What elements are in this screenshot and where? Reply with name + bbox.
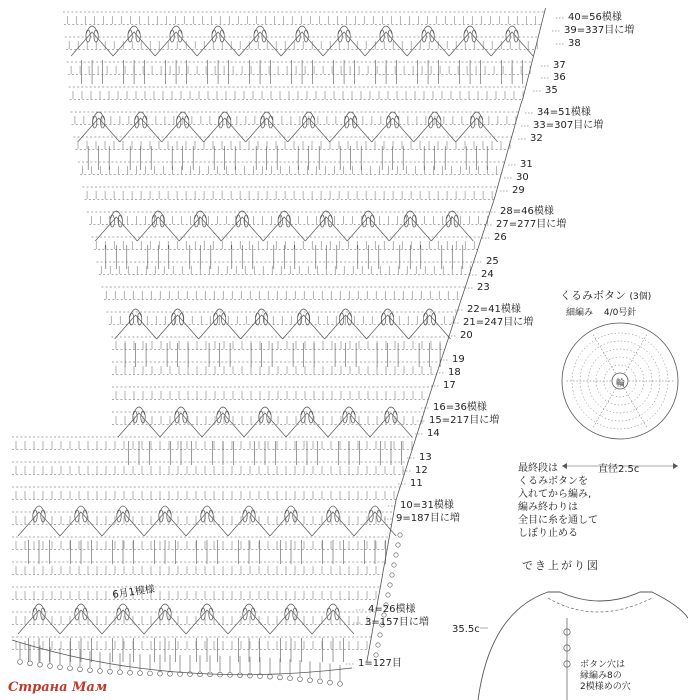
bead (268, 674, 273, 679)
cluster-stitch (296, 30, 300, 42)
cluster-stitch (236, 215, 240, 227)
shell-stitch (241, 315, 283, 339)
bead (28, 661, 33, 666)
bead (248, 673, 253, 678)
shell-stitch (118, 413, 160, 437)
cluster-stitch (221, 313, 225, 325)
shell-stitch (120, 118, 162, 142)
edge-bead (398, 533, 402, 537)
row-label: 10=31模様 (400, 500, 454, 511)
bead (118, 670, 123, 675)
shell-stitch (312, 512, 354, 536)
row-label: 16=36模様 (433, 402, 487, 413)
bead (158, 671, 163, 676)
button-stitch-info (566, 305, 636, 318)
cluster-stitch (346, 30, 350, 42)
shell-stitch (365, 32, 407, 56)
button-stitch: 細編み (566, 308, 594, 318)
cluster-stitch (201, 608, 205, 620)
button-spoke (625, 333, 648, 373)
cluster-stitch (194, 215, 198, 227)
cluster-stitch (386, 116, 390, 128)
finished-measure: 35.5c (452, 624, 480, 635)
cluster-stitch (446, 215, 450, 227)
cluster-stitch (125, 608, 129, 620)
cluster-stitch (464, 30, 468, 42)
shell-stitch (372, 118, 414, 142)
cluster-stitch (212, 30, 216, 42)
button-count: (3個) (629, 292, 652, 302)
cluster-stitch (285, 608, 289, 620)
cluster-stitch (175, 411, 179, 423)
shell-stitch (179, 217, 221, 241)
shell-stitch (199, 315, 241, 339)
button-center-label: 輪 (616, 379, 626, 389)
shell-stitch (18, 610, 60, 634)
edge-bead (388, 583, 392, 587)
shell-stitch (305, 217, 347, 241)
shell-stitch (162, 118, 204, 142)
shell-stitch (102, 610, 144, 634)
cluster-stitch (278, 215, 282, 227)
shell-stitch (239, 32, 281, 56)
buttonhole-line-3: 2模様めの穴 (580, 682, 631, 692)
cluster-stitch (310, 116, 314, 128)
button-diameter: 直径2.5c (598, 464, 640, 475)
row-label: 26 (494, 232, 507, 243)
cluster-stitch (385, 411, 389, 423)
cluster-stitch (335, 608, 339, 620)
shell-stitch (95, 217, 137, 241)
cluster-stitch (338, 30, 342, 42)
cluster-stitch (183, 411, 187, 423)
row-label: 32 (530, 133, 543, 144)
cluster-stitch (110, 215, 114, 227)
row-label: 40=56模様 (568, 12, 622, 23)
pattern-label: 6月1模様 (111, 584, 156, 601)
shell-stitch (160, 413, 202, 437)
bead (88, 668, 93, 673)
cluster-stitch (75, 608, 79, 620)
cluster-stitch (344, 116, 348, 128)
cluster-stitch (470, 116, 474, 128)
shell-stitch (244, 413, 286, 437)
cluster-stitch (129, 313, 133, 325)
bead (198, 672, 203, 677)
cluster-stitch (184, 116, 188, 128)
row-label: 4=26模様 (368, 604, 416, 615)
buttonhole-line-2: 縁編み8の (580, 671, 622, 681)
shell-stitch (228, 610, 270, 634)
row-label: 20 (460, 330, 473, 341)
cluster-stitch (134, 116, 138, 128)
shell-stitch (202, 413, 244, 437)
bead (78, 667, 83, 672)
shell-stitch (281, 32, 323, 56)
cluster-stitch (213, 313, 217, 325)
cluster-stitch (170, 30, 174, 42)
row-label: 38 (568, 38, 581, 49)
cluster-stitch (328, 215, 332, 227)
bead (128, 670, 133, 675)
note-line-1: 最終段は (518, 463, 558, 474)
row-label: 25 (486, 256, 499, 267)
cluster-stitch (478, 116, 482, 128)
edge-bead (392, 563, 396, 567)
buttonhole-line-1: ボタン穴は (580, 660, 626, 670)
shell-stitch (288, 118, 330, 142)
bead (108, 669, 113, 674)
row-label: 13 (419, 452, 432, 463)
cluster-stitch (33, 608, 37, 620)
arrow-head (673, 463, 678, 469)
row-label: 12 (415, 465, 428, 476)
edge-bead (394, 553, 398, 557)
cluster-stitch (133, 411, 137, 423)
shell-stitch (323, 32, 365, 56)
cluster-stitch (404, 215, 408, 227)
shell-stitch (144, 610, 186, 634)
note-line-4: 編み終わりは (518, 502, 578, 513)
cluster-stitch (260, 116, 264, 128)
cluster-stitch (514, 30, 518, 42)
shell-stitch (137, 217, 179, 241)
cluster-stitch (428, 116, 432, 128)
shell-stitch (115, 315, 157, 339)
cluster-stitch (268, 116, 272, 128)
cluster-stitch (92, 116, 96, 128)
shell-stitch (367, 315, 409, 339)
cluster-stitch (362, 215, 366, 227)
bead (18, 660, 23, 665)
cluster-stitch (209, 608, 213, 620)
cluster-stitch (254, 30, 258, 42)
row-label: 19 (452, 354, 465, 365)
cluster-stitch (297, 313, 301, 325)
shell-stitch (60, 610, 102, 634)
cluster-stitch (262, 30, 266, 42)
bead (318, 679, 323, 684)
cluster-stitch (347, 313, 351, 325)
cluster-stitch (136, 30, 140, 42)
shell-stitch (286, 413, 328, 437)
cluster-stitch (380, 30, 384, 42)
row-label: 22=41模様 (467, 304, 521, 315)
cluster-stitch (506, 30, 510, 42)
row-label: 21=247目に増 (463, 317, 534, 328)
cluster-stitch (394, 116, 398, 128)
edge-bead (390, 573, 394, 577)
row-label: 28=46模様 (500, 206, 554, 217)
cluster-stitch (142, 116, 146, 128)
button-note (518, 462, 598, 540)
bead (298, 677, 303, 682)
shell-stitch (270, 512, 312, 536)
shell-stitch (449, 32, 491, 56)
cluster-stitch (454, 215, 458, 227)
cluster-stitch (225, 411, 229, 423)
chart-right-edge (367, 8, 546, 662)
bead (138, 671, 143, 676)
cluster-stitch (218, 116, 222, 128)
cluster-stitch (327, 608, 331, 620)
bead (308, 678, 313, 683)
row-label: 27=277目に増 (496, 219, 567, 230)
note-line-5: 全目に糸を通して (518, 515, 598, 526)
note-line-2: くるみボタンを (518, 476, 588, 487)
shell-stitch (389, 217, 431, 241)
cluster-stitch (83, 608, 87, 620)
shell-stitch (18, 512, 60, 536)
row-label: 36 (553, 72, 566, 83)
cluster-stitch (430, 30, 434, 42)
note-line-6: しぼり止める (518, 528, 578, 539)
buttonhole-note (580, 660, 631, 693)
shell-stitch (328, 413, 370, 437)
cluster-stitch (436, 116, 440, 128)
cluster-stitch (217, 411, 221, 423)
edge-bead (378, 633, 382, 637)
button-title (560, 287, 651, 303)
shell-stitch (228, 512, 270, 536)
bead (168, 671, 173, 676)
shell-stitch (270, 610, 312, 634)
shell-stitch (263, 217, 305, 241)
cluster-stitch (472, 30, 476, 42)
cluster-stitch (422, 30, 426, 42)
bead (238, 673, 243, 678)
cluster-stitch (94, 30, 98, 42)
bead (338, 681, 343, 686)
row-label: 23 (477, 282, 490, 293)
cluster-stitch (255, 313, 259, 325)
edge-bead (376, 643, 380, 647)
cluster-stitch (171, 313, 175, 325)
cluster-stitch (243, 608, 247, 620)
row-label: 24 (481, 269, 494, 280)
row-label: 34=51模様 (537, 107, 591, 118)
button-hook: 4/0号針 (603, 308, 637, 318)
row-label: 14 (427, 428, 440, 439)
cluster-stitch (220, 30, 224, 42)
bead (278, 675, 283, 680)
cluster-stitch (251, 608, 255, 620)
cluster-stitch (202, 215, 206, 227)
cluster-stitch (226, 116, 230, 128)
shell-stitch (186, 512, 228, 536)
cluster-stitch (301, 411, 305, 423)
row-label: 31 (520, 159, 533, 170)
bead (68, 666, 73, 671)
shell-stitch (370, 413, 412, 437)
bead (188, 672, 193, 677)
shell-stitch (144, 512, 186, 536)
shell-stitch (197, 32, 239, 56)
cluster-stitch (343, 411, 347, 423)
row-label: 29 (512, 185, 525, 196)
shell-stitch (325, 315, 367, 339)
cluster-stitch (352, 116, 356, 128)
bead (148, 671, 153, 676)
shell-stitch (312, 610, 354, 634)
cluster-stitch (152, 215, 156, 227)
shell-stitch (431, 217, 473, 241)
row-label: 33=307目に増 (533, 120, 604, 131)
shell-stitch (246, 118, 288, 142)
cluster-stitch (320, 215, 324, 227)
cluster-stitch (178, 30, 182, 42)
bead (328, 680, 333, 685)
edge-bead (386, 593, 390, 597)
finished-title: でき上がり図 (522, 559, 600, 572)
row-label: 9=187目に増 (396, 513, 460, 524)
row-label: 35 (545, 85, 558, 96)
collar-edge (548, 598, 652, 612)
shell-stitch (71, 32, 113, 56)
cluster-stitch (100, 116, 104, 128)
row-label: 17 (443, 380, 456, 391)
bead (38, 662, 43, 667)
cluster-stitch (304, 30, 308, 42)
cluster-stitch (86, 30, 90, 42)
row-label: 39=337目に増 (564, 25, 635, 36)
shell-stitch (407, 32, 449, 56)
bead (58, 665, 63, 670)
cluster-stitch (259, 411, 263, 423)
row-label: 37 (553, 60, 566, 71)
edge-bead (396, 543, 400, 547)
shell-stitch (186, 610, 228, 634)
shell-stitch (155, 32, 197, 56)
cluster-stitch (128, 30, 132, 42)
shell-stitch (491, 32, 533, 56)
edge-bead (374, 653, 378, 657)
cluster-stitch (309, 411, 313, 423)
row-label: 30 (516, 172, 529, 183)
cluster-stitch (176, 116, 180, 128)
cluster-stitch (339, 313, 343, 325)
cluster-stitch (302, 116, 306, 128)
watermark-logo: Страна Мам (8, 680, 108, 695)
bead (48, 664, 53, 669)
cluster-stitch (388, 30, 392, 42)
cluster-stitch (159, 608, 163, 620)
cluster-stitch (423, 313, 427, 325)
row-label: 11 (410, 478, 423, 489)
cluster-stitch (381, 313, 385, 325)
shell-stitch (347, 217, 389, 241)
shell-stitch (221, 217, 263, 241)
shell-stitch (113, 32, 155, 56)
shell-stitch (102, 512, 144, 536)
shell-stitch (414, 118, 456, 142)
row-label: 1=127目 (358, 658, 402, 669)
row-label: 18 (448, 367, 461, 378)
bead (98, 669, 103, 674)
shell-stitch (60, 512, 102, 536)
bottom-edge (12, 640, 352, 675)
cluster-stitch (117, 608, 121, 620)
shell-stitch (354, 512, 396, 536)
row-label: 15=217目に増 (429, 415, 500, 426)
row-label: 3=157目に増 (365, 617, 429, 628)
note-line-3: 入れてから編み, (518, 489, 592, 500)
bead (288, 676, 293, 681)
button-title-text: くるみボタン (560, 289, 626, 302)
cluster-stitch (351, 411, 355, 423)
